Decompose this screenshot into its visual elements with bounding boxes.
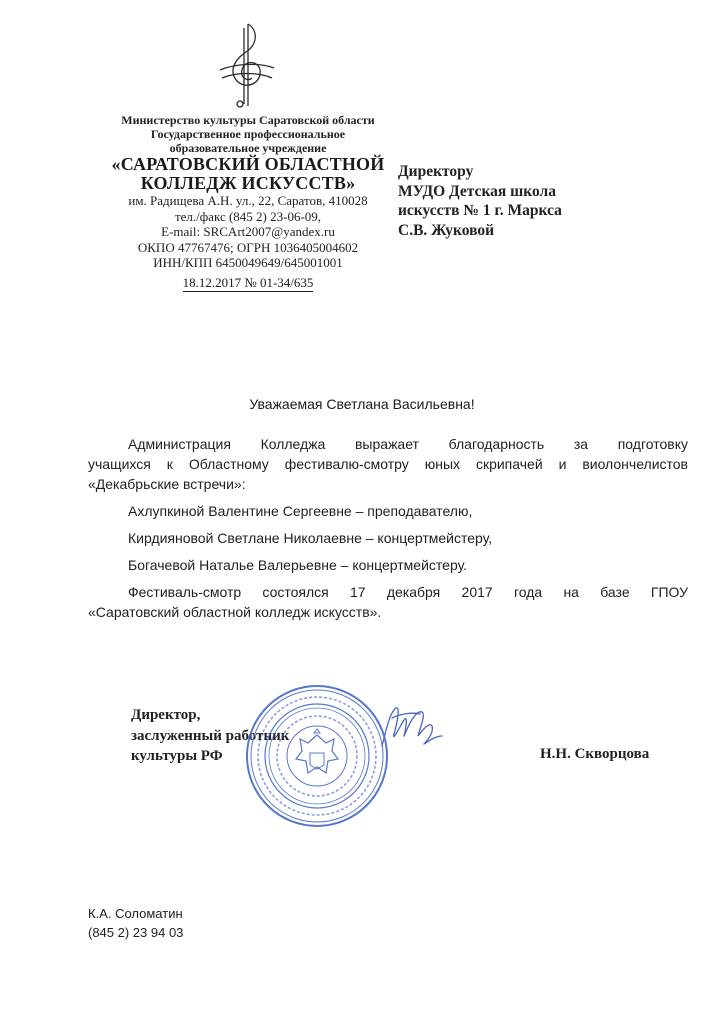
addressee-line-3: искусств № 1 г. Маркса — [398, 202, 562, 219]
list-item-3: Богачевой Наталье Валерьевне – концертмейстеру. — [128, 557, 468, 573]
body-paragraph-1-line-3: «Декабрьские встречи»: — [88, 476, 246, 492]
addressee-line-1: Директору — [398, 163, 474, 180]
institution-type-line: Государственное профессиональное — [150, 127, 346, 141]
body-paragraph-1-line-1: Администрация Колледжа выражает благодарность за подготовку — [128, 436, 688, 452]
college-address: им. Радищева А.Н. ул., 22, Саратов, 410028 — [128, 193, 368, 208]
signatory-name: Н.Н. Скворцова — [540, 746, 650, 762]
letter-body — [88, 434, 688, 622]
college-name-line-2: КОЛЛЕДЖ ИСКУССТВ» — [140, 173, 356, 193]
college-name-line-1: «САРАТОВСКИЙ ОБЛАСТНОЙ — [111, 154, 385, 174]
list-item-1: Ахлупкиной Валентине Сергеевне – преподавателю, — [128, 503, 473, 519]
institution-type-line-2: образовательное учреждение — [169, 141, 327, 155]
executor-block — [88, 904, 183, 942]
college-okpo: ОКПО 47767476; ОГРН 1036405004602 — [137, 239, 359, 255]
executor-name: К.А. Соломатин — [88, 906, 183, 921]
executor-phone: (845 2) 23 94 03 — [88, 925, 184, 940]
letter-reference — [76, 275, 420, 291]
handwritten-signature — [376, 700, 446, 754]
body-paragraph-2-line-1: Фестиваль-смотр состоялся 17 декабря 2017 года на базе ГПОУ — [128, 584, 688, 600]
signatory-title-line-2: заслуженный работник — [131, 727, 290, 744]
addressee-block — [398, 162, 562, 240]
signatory-title-line-1: Директор, — [131, 707, 201, 723]
body-paragraph-1-line-2: учащихся к Областному фестивалю-смотру юных скрипачей и виолончелистов — [88, 456, 688, 472]
official-stamp — [244, 683, 390, 829]
college-inn: ИНН/КПП 6450049649/645001001 — [153, 255, 343, 270]
greeting: Уважаемая Светлана Васильевна! — [249, 396, 475, 412]
list-item-2: Кирдияновой Светлане Николаевне – концертмейстеру, — [128, 530, 493, 546]
sender-block — [76, 113, 420, 291]
letter-reference-text: 18.12.2017 № 01-34/635 — [182, 274, 314, 290]
ministry-line: Министерство культуры Саратовской области — [121, 113, 375, 127]
body-paragraph-2-line-2: «Саратовский областной колледж искусств». — [88, 604, 382, 620]
addressee-line-4: С.В. Жуковой — [398, 221, 495, 239]
college-logo — [214, 20, 280, 110]
college-email: E-mail: SRCArt2007@yandex.ru — [161, 224, 335, 239]
signatory-title-line-3: культуры РФ — [131, 748, 223, 764]
college-phone: тел./факс (845 2) 23-06-09, — [174, 208, 322, 224]
addressee-line-2: МУДО Детская школа — [398, 182, 556, 200]
